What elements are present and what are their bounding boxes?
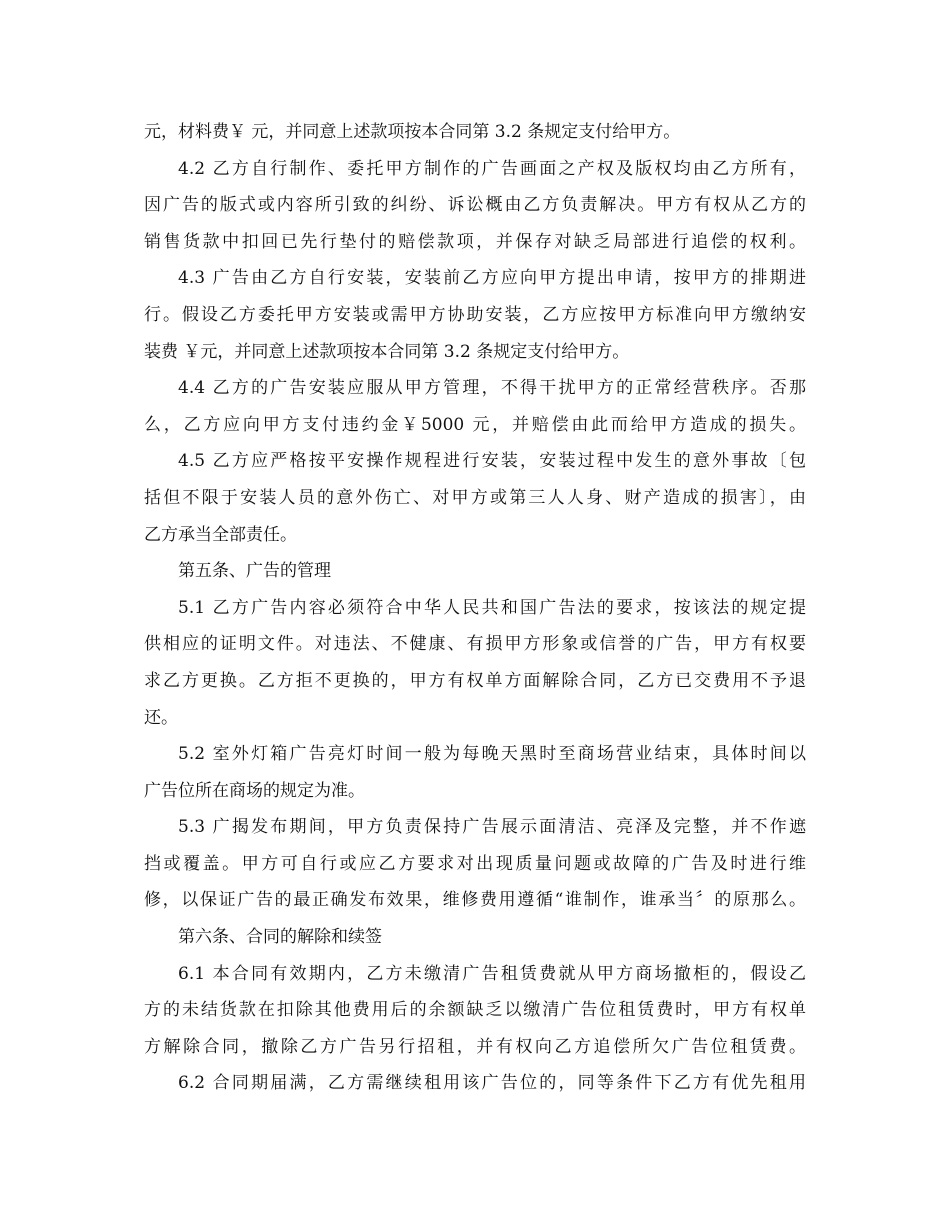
text-line: 6.1 本合同有效期内，乙方未缴清广告租赁费就从甲方商场撤柜的，假设乙 <box>178 963 806 984</box>
text-line: 4.3 广告由乙方自行安装，安装前乙方应向甲方提出申请，按甲方的排期进 <box>178 268 806 289</box>
text-line: 挡或覆盖。甲方可自行或应乙方要求对出现质量问题或故障的广告及时进行维 <box>144 853 806 874</box>
section-heading: 第六条、合同的解除和续签 <box>178 927 382 948</box>
text-line: 求乙方更换。乙方拒不更换的，甲方有权单方面解除合同，乙方已交费用不予退 <box>144 670 806 691</box>
text-line: 乙方承当全部责任。 <box>144 524 297 545</box>
text-line: 修，以保证广告的最正确发布效果，维修费用遵循“谁制作，谁承当〞的原那么。 <box>144 890 806 911</box>
text-line: 4.5 乙方应严格按平安操作规程进行安装，安装过程中发生的意外事故〔包 <box>178 451 806 472</box>
text-line: 销售货款中扣回已先行垫付的赔偿款项，并保存对缺乏局部进行追偿的权利。 <box>144 231 806 252</box>
text-line: 括但不限于安装人员的意外伤亡、对甲方或第三人人身、财产造成的损害〕，由 <box>144 487 806 508</box>
text-line: 5.3 广揭发布期间，甲方负责保持广告展示面清洁、亮泽及完整，并不作遮 <box>178 817 806 838</box>
text-line: 5.1 乙方广告内容必须符合中华人民共和国广告法的要求，按该法的规定提 <box>178 597 806 618</box>
text-line: 元，材料费￥ 元，并同意上述款项按本合同第 3.2 条规定支付给甲方。 <box>144 122 681 142</box>
text-line: 因广告的版式或内容所引致的纠纷、诉讼概由乙方负责解决。甲方有权从乙方的 <box>144 195 806 216</box>
document-page <box>144 114 806 1102</box>
text-line: 还。 <box>144 707 178 728</box>
section-heading: 第五条、广告的管理 <box>178 561 331 582</box>
text-line: 供相应的证明文件。对违法、不健康、有损甲方形象或信誉的广告，甲方有权要 <box>144 634 806 655</box>
text-line: 方的未结货款在扣除其他费用后的余额缺乏以缴清广告位租赁费时，甲方有权单 <box>144 1000 806 1021</box>
text-line: 行。假设乙方委托甲方安装或需甲方协助安装，乙方应按甲方标准向甲方缴纳安 <box>144 304 806 325</box>
text-line: 么，乙方应向甲方支付违约金￥5000 元，并赔偿由此而给甲方造成的损失。 <box>144 414 806 435</box>
text-line: 5.2 室外灯箱广告亮灯时间一般为每晚天黑时至商场营业结束，具体时间以 <box>178 744 806 765</box>
text-line: 装费 ￥元，并同意上述款项按本合同第 3.2 条规定支付给甲方。 <box>144 341 630 362</box>
text-line: 方解除合同，撤除乙方广告另行招租，并有权向乙方追偿所欠广告位租赁费。 <box>144 1036 806 1057</box>
text-line: 6.2 合同期届满，乙方需继续租用该广告位的，同等条件下乙方有优先租用 <box>178 1073 806 1094</box>
text-line: 4.2 乙方自行制作、委托甲方制作的广告画面之产权及版权均由乙方所有， <box>178 158 806 179</box>
text-line: 4.4 乙方的广告安装应服从甲方管理，不得干扰甲方的正常经营秩序。否那 <box>178 378 806 399</box>
text-line: 广告位所在商场的规定为准。 <box>144 780 365 801</box>
